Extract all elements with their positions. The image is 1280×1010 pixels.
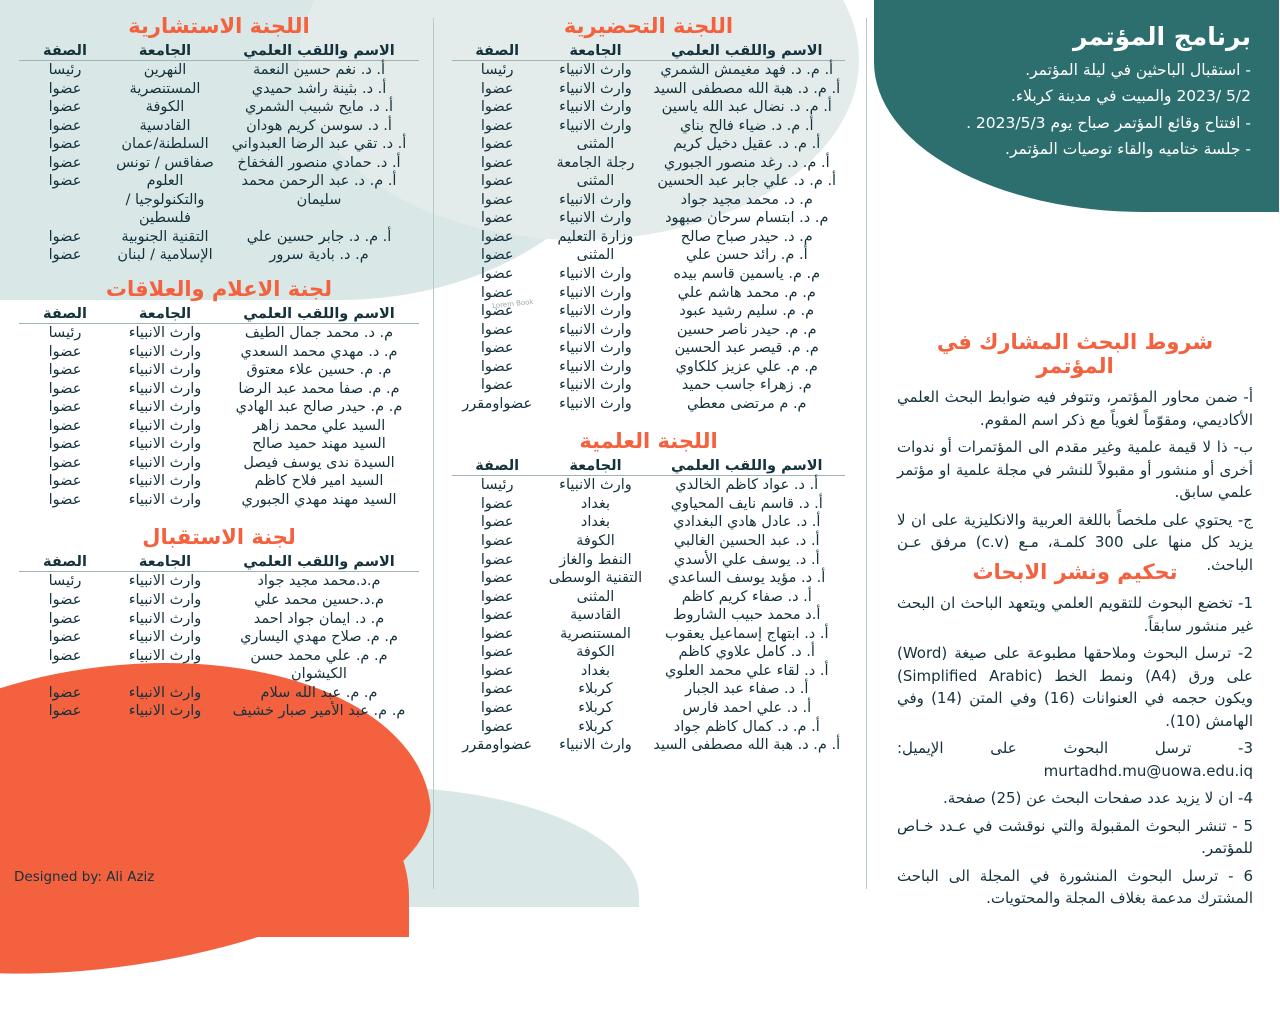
cell-university: وارث الانبياء [129, 343, 203, 360]
table-row [453, 265, 846, 284]
table-row [453, 551, 846, 570]
cell-university: وارث الانبياء [129, 684, 203, 701]
publishing-item-4: 5 - تنشر البحوث المقبولة والتي نوقشت في عـدد خـاص للمؤتمر. [898, 816, 1254, 857]
publishing-item-3: 4- ان لا يزيد عدد صفحات البحث عن (25) صفحة. [944, 789, 1254, 807]
table-header-row [453, 42, 846, 61]
table-row [453, 395, 846, 414]
table-row [453, 135, 846, 154]
table-row [453, 339, 846, 358]
table-row [453, 495, 846, 514]
cell-name: م. م. قيصر عبد الحسين [675, 340, 820, 357]
header-name: الاسم واللقب العلمي [220, 553, 420, 572]
cell-role: عضوا [49, 684, 83, 701]
cell-role: عضوا [49, 610, 83, 627]
table-header-row [453, 457, 846, 476]
table-row [453, 606, 846, 625]
cell-role: عضوا [49, 629, 83, 646]
cell-role: عضوا [49, 136, 83, 153]
cell-name: م. د. ايمان جواد احمد [254, 610, 386, 627]
cell-role: رئيسا [49, 573, 83, 590]
program-line-2: - افتتاح وقائع المؤتمر صباح يوم 2023/5/3 . [967, 113, 1252, 132]
table-row [453, 736, 846, 755]
cell-university: العلوم والتكنولوجيا / فلسطين [126, 173, 206, 227]
cell-name: م. م. عبد الله سلام [261, 684, 379, 701]
cell-name: م. د. محمد جمال الطيف [245, 325, 395, 342]
header-role: الصفة [453, 457, 543, 476]
cell-name: م. م. علي عزيز كلكاوي [676, 358, 819, 375]
table-row [20, 647, 420, 684]
cell-name: أ. د. صفاء كريم كاظم [682, 588, 813, 605]
table-row [453, 80, 846, 99]
table-row [453, 625, 846, 644]
cell-role: عضوا [49, 362, 83, 379]
publishing-item-1: 2- ترسل البحوث وملاحقها مطبوعة على صيغة (Word) على ورق (A4) ونمط الخط (Simplified Arabic) ويكون حجمه في العنوانات (16) وفي المتن (14) وفي الهامش (10). [898, 644, 1254, 730]
cell-university: وارث الانبياء [129, 325, 203, 342]
publishing-block [898, 560, 1254, 915]
cell-role: عضوا [481, 644, 515, 661]
table-row [453, 154, 846, 173]
middle-column [453, 14, 846, 755]
cell-university: كربلاء [579, 681, 614, 698]
conditions-block [898, 330, 1254, 581]
cell-name: أ. م. د. فهد مغيمش الشمري [661, 62, 835, 78]
cell-university: وارث الانبياء [129, 610, 203, 627]
cell-name: م.د.حسين محمد علي [255, 592, 385, 609]
cell-university: المستنصرية [130, 80, 202, 97]
table-row [20, 380, 420, 399]
cell-role: عضوا [481, 718, 515, 735]
cell-role: عضوا [481, 80, 515, 97]
cell-name: أ. د. ابتهاج إسماعيل يعقوب [665, 625, 830, 642]
cell-university: الكوفة [146, 99, 186, 116]
cell-name: السيد امير فلاح كاظم [255, 473, 385, 490]
cell-university: وارث الانبياء [129, 380, 203, 397]
cell-university: وارث الانبياء [560, 62, 633, 78]
header-university: الجامعة [112, 42, 220, 61]
cell-university: المستنصرية [560, 625, 632, 642]
cell-role: عضوا [481, 284, 515, 301]
media-committee-title: لجنة الاعلام والعلاقات [106, 277, 334, 302]
left-column [20, 14, 420, 721]
publishing-item-5: 6 - ترسل البحوث المنشورة في المجلة الى الباحث المشترك مدعمة بغلاف المجلة والمحتويات. [898, 866, 1254, 907]
cell-university: وارث الانبياء [560, 99, 633, 116]
cell-name: أ. م. د. رغد منصور الجبوري [664, 154, 831, 171]
publishing-item-2: 3- ترسل البحوث على الإيميل: murtadhd.mu@uowa.edu.iq [898, 739, 1254, 780]
cell-role: عضوا [481, 699, 515, 716]
cell-role: عضوا [481, 99, 515, 116]
table-row [20, 702, 420, 721]
cell-role: عضوا [49, 99, 83, 116]
cell-name: أ. د. مايح شبيب الشمري [246, 99, 394, 116]
table-row [20, 591, 420, 610]
table-row [453, 532, 846, 551]
cell-role: عضوا [481, 247, 515, 264]
scientific-committee-title: اللجنة العلمية [580, 429, 719, 454]
table-row [20, 324, 420, 343]
table-row [453, 191, 846, 210]
cell-role: عضوا [49, 399, 83, 416]
cell-role: عضوا [49, 80, 83, 97]
table-row [20, 628, 420, 647]
cell-role: عضوا [481, 607, 515, 624]
table-row [453, 358, 846, 377]
cell-university: النفط والغاز [560, 551, 633, 568]
cell-role: عضوا [49, 380, 83, 397]
cell-role: عضوا [49, 454, 83, 471]
table-row [453, 643, 846, 662]
cell-role: عضوا [481, 154, 515, 171]
header-role: الصفة [20, 305, 112, 324]
cell-university: وارث الانبياء [129, 592, 203, 609]
cell-name: م. م. حيدر ناصر حسين [677, 321, 818, 338]
cell-role: عضوا [49, 343, 83, 360]
cell-university: وارث الانبياء [129, 436, 203, 453]
cell-university: وارث الانبياء [129, 491, 203, 508]
publishing-item-0: 1- تخضع البحوث للتقويم العلمي ويتعهد الباحث ان البحث غير منشور سابقاً. [898, 594, 1254, 635]
table-row [20, 172, 420, 228]
cell-name: م. م. ياسمين قاسم بيده [674, 266, 822, 283]
cell-role: عضوا [481, 266, 515, 283]
cell-university: صفاقس / تونس [117, 154, 215, 171]
cell-role: عضوا [481, 533, 515, 550]
cell-university: وارث الانبياء [560, 395, 633, 412]
cell-name: م. د. حيدر صباح صالح [681, 228, 814, 245]
cell-role: عضوا [49, 436, 83, 453]
cell-university: وارث الانبياء [560, 477, 633, 494]
program-block [900, 22, 1252, 165]
cell-name: أ. د. بثينة راشد حميدي [252, 80, 388, 97]
media-committee-table [20, 305, 420, 509]
cell-name: م. م. صلاح مهدي اليساري [241, 629, 399, 646]
cell-role: عضوا [481, 173, 515, 190]
cell-name: أ. م. رائد حسن علي [686, 247, 809, 264]
cell-university: وارث الانبياء [560, 266, 633, 283]
cell-name: أ. م. د. ضياء فالح بناي [680, 117, 815, 134]
cell-role: عضوا [481, 191, 515, 208]
table-row [20, 684, 420, 703]
advisory-committee-table [20, 42, 420, 265]
cell-role: عضوا [481, 625, 515, 642]
table-row [453, 569, 846, 588]
table-row [20, 98, 420, 117]
cell-role: عضوا [481, 551, 515, 568]
cell-university: وارث الانبياء [129, 399, 203, 416]
table-row [20, 610, 420, 629]
header-name: الاسم واللقب العلمي [220, 42, 420, 61]
program-line-3: - جلسة ختاميه والقاء توصيات المؤتمر. [1006, 140, 1252, 159]
table-row [20, 454, 420, 473]
table-row [20, 472, 420, 491]
conditions-item-2: ج- يحتوي على ملخصاً باللغة العربية والانكليزية على ان لا يزيد كل منها على 300 كلمـة، مـع (c.v) مرفق عـن الباحث. [898, 510, 1254, 574]
cell-role: عضوا [49, 228, 83, 245]
cell-university: المثنى [577, 247, 616, 264]
cell-role: عضوا [49, 592, 83, 609]
cell-name: السيد علي محمد زاهر [253, 417, 387, 434]
cell-university: المثنى [577, 173, 616, 190]
cell-role: عضوا [481, 681, 515, 698]
header-role: الصفة [20, 553, 112, 572]
scientific-committee-table [453, 457, 846, 754]
cell-name: م. م. صفا محمد عبد الرضا [239, 380, 401, 397]
cell-university: المثنى [577, 588, 616, 605]
advisory-committee-title: اللجنة الاستشارية [129, 14, 311, 38]
program-title: برنامج المؤتمر [1073, 22, 1252, 51]
cell-name: السيد مهند حميد صالح [253, 436, 387, 453]
cell-university: وارث الانبياء [129, 417, 203, 434]
cell-name: م. م. علي محمد حسن الكيشوان [251, 647, 389, 683]
cell-university: وارث الانبياء [560, 303, 633, 320]
cell-name: أ. د. تقي عبد الرضا العبدواني [232, 136, 408, 153]
publishing-title: تحكيم ونشر الابحاث [973, 560, 1179, 584]
cell-name: أ. د. مؤيد يوسف الساعدي [669, 570, 827, 587]
preparatory-committee-title: اللجنة التحضيرية [564, 14, 735, 38]
designer-credit: Designed by: Ali Aziz [15, 869, 156, 885]
cell-role: عضوا [481, 340, 515, 357]
cell-university: الإسلامية / لبنان [118, 247, 214, 264]
cell-name: م. د. مهدي محمد السعدي [241, 343, 399, 360]
cell-role: عضوا [481, 495, 515, 512]
table-row [20, 343, 420, 362]
cell-name: م. م. محمد هاشم علي [678, 284, 817, 301]
cell-role: عضوا [49, 473, 83, 490]
cell-role: عضواومقرر [463, 395, 534, 412]
cell-role: عضوا [481, 570, 515, 587]
cell-name: أ. د. لقاء علي محمد العلوي [666, 662, 830, 679]
cell-role: عضوا [481, 588, 515, 605]
cell-university: وارث الانبياء [560, 737, 633, 754]
cell-university: رجلة الجامعة [557, 154, 636, 171]
cell-name: م. م. حسين علاء معتوق [247, 362, 393, 379]
cell-role: عضوا [481, 228, 515, 245]
table-row [20, 80, 420, 99]
cell-name: أ. د. حمادي منصور الفخفاخ [238, 154, 402, 171]
cell-university: وارث الانبياء [560, 210, 633, 227]
header-university: الجامعة [112, 553, 220, 572]
cell-name: أ. د. صفاء عبد الجبار [686, 681, 810, 698]
table-row [453, 98, 846, 117]
table-row [20, 228, 420, 247]
cell-name: أ. د. عبد الحسين الغالبي [674, 533, 821, 550]
cell-name: أ. م. د. هبة الله مصطفى السيد [654, 80, 842, 97]
header-role: الصفة [20, 42, 112, 61]
cell-university: وارث الانبياء [560, 284, 633, 301]
cell-name: م. د. ابتسام سرحان صبهود [666, 210, 830, 227]
cell-name: أ. م. د. عبد الرحمن محمد سليمان [242, 173, 398, 208]
cell-university: النهرين [144, 62, 188, 78]
table-row [453, 699, 846, 718]
cell-university: وارث الانبياء [560, 80, 633, 97]
cell-name: م. م. عبد الأمير صبار خشيف [233, 703, 407, 720]
preparatory-committee-table [453, 42, 846, 413]
cell-role: عضوا [49, 247, 83, 264]
cell-university: وارث الانبياء [129, 647, 203, 664]
table-row [20, 435, 420, 454]
cell-role: عضوا [481, 117, 515, 134]
cell-name: أ. م. د. نضال عبد الله ياسين [662, 99, 833, 116]
cell-role: عضوا [481, 514, 515, 531]
cell-name: أ. د. كامل علاوي كاظم [679, 644, 816, 661]
table-row [20, 117, 420, 136]
cell-role: عضوا [481, 377, 515, 394]
cell-role: عضوا [481, 321, 515, 338]
program-line-1: 5/2 /2023 والمبيت في مدينة كربلاء. [1011, 87, 1252, 106]
cell-role: رئيسا [481, 62, 515, 78]
cell-university: وارث الانبياء [560, 321, 633, 338]
cell-role: رئيسا [49, 62, 83, 78]
cell-university: القادسية [140, 117, 192, 134]
conditions-item-0: أ- ضمن محاور المؤتمر، وتتوفر فيه ضوابط البحث العلمي الأكاديمي، ومقوّماً لغوياً مع ذكر اسم المقوم. [898, 388, 1254, 429]
table-row [453, 117, 846, 136]
cell-role: عضوا [49, 491, 83, 508]
cell-university: السلطنة/عمان [122, 136, 210, 153]
cell-university: الكوفة [577, 644, 616, 661]
cell-name: أ. د. علي احمد فارس [683, 699, 813, 716]
cell-university: بغداد [581, 514, 612, 531]
table-header-row [20, 553, 420, 572]
header-university: الجامعة [543, 457, 649, 476]
cell-role: عضوا [49, 703, 83, 720]
cell-name: أ. د. عادل هادي البغدادي [674, 514, 822, 531]
table-row [453, 718, 846, 737]
conditions-item-1: ب- ذا لا قيمة علمية وغير مقدم الى المؤتمرات أو ندوات أخرى أو منشور أو مقبولاً للنشر في مجلة علمية او مؤتمر علمي سابق. [898, 438, 1254, 501]
cell-name: م. د. بادية سرور [270, 247, 370, 264]
cell-university: كربلاء [579, 699, 614, 716]
table-row [453, 172, 846, 191]
cell-role: عضوا [481, 662, 515, 679]
cell-name: أ. د. قاسم نايف المحياوي [671, 495, 824, 512]
table-row [453, 61, 846, 80]
table-header-row [20, 305, 420, 324]
table-row [20, 61, 420, 80]
cell-name: م. م. حيدر صالح عبد الهادي [236, 399, 404, 416]
program-line-0: - استقبال الباحثين في ليلة المؤتمر. [1026, 61, 1252, 79]
reception-committee-title: لجنة الاستقبال [143, 525, 297, 550]
table-row [453, 209, 846, 228]
cell-role: عضواومقرر [463, 737, 534, 754]
cell-role: عضوا [49, 117, 83, 134]
cell-university: وارث الانبياء [129, 573, 203, 590]
cell-name: أ. م. د. علي جابر عبد الحسين [658, 173, 838, 190]
cell-role: عضوا [481, 303, 515, 320]
cell-role: رئيسا [49, 325, 83, 342]
table-row [453, 228, 846, 247]
table-row [453, 476, 846, 495]
cell-university: كربلاء [579, 718, 614, 735]
table-row [453, 513, 846, 532]
cell-university: التقنية الوسطى [549, 570, 644, 587]
cell-name: أ. د. سوسن كريم هودان [247, 117, 393, 134]
reception-committee-table [20, 553, 420, 720]
cell-name: أ. م. د. كمال كاظم جواد [674, 718, 821, 735]
cell-name: أ. د. عواد كاظم الخالدي [676, 477, 820, 494]
cell-university: الكوفة [577, 533, 616, 550]
cell-name: أ. م. د. هبة الله مصطفى السيد [654, 737, 842, 754]
cell-role: عضوا [49, 173, 83, 190]
cell-university: القادسية [570, 607, 622, 624]
cell-role: عضوا [481, 136, 515, 153]
cell-university: وارث الانبياء [560, 358, 633, 375]
table-row [20, 417, 420, 436]
header-name: الاسم واللقب العلمي [650, 457, 847, 476]
cell-name: أ.د محمد حبيب الشاروط [674, 607, 822, 624]
cell-university: وارث الانبياء [129, 454, 203, 471]
cell-university: وارث الانبياء [560, 117, 633, 134]
cell-name: م. م مرتضى معطي [687, 395, 808, 412]
conditions-title: شروط البحث المشارك في المؤتمر [937, 330, 1215, 378]
cell-university: وزارة التعليم [558, 228, 635, 245]
table-row [20, 572, 420, 591]
cell-role: عضوا [481, 210, 515, 227]
cell-name: م.د.محمد مجيد جواد [258, 573, 382, 590]
cell-name: السيد مهند مهدي الجبوري [242, 491, 398, 508]
header-name: الاسم واللقب العلمي [220, 305, 420, 324]
cell-university: وارث الانبياء [129, 629, 203, 646]
cell-name: أ. د. نغم حسين النعمة [253, 62, 387, 78]
header-university: الجامعة [543, 42, 649, 61]
table-row [453, 662, 846, 681]
table-row [20, 491, 420, 510]
cell-name: م. د. محمد مجيد جواد [681, 191, 814, 208]
cell-name: أ. د. يوسف علي الأسدي [674, 551, 821, 568]
cell-name: م. م. سليم رشيد عبود [680, 303, 816, 320]
cell-name: أ. م. د. جابر حسين علي [247, 228, 393, 245]
cell-university: بغداد [581, 662, 612, 679]
table-row [453, 246, 846, 265]
cell-name: أ. م. د. عقيل دخيل كريم [674, 136, 822, 153]
table-header-row [20, 42, 420, 61]
cell-university: وارث الانبياء [560, 340, 633, 357]
cell-role: عضوا [481, 358, 515, 375]
cell-university: وارث الانبياء [560, 377, 633, 394]
table-row [20, 154, 420, 173]
cell-university: المثنى [577, 136, 616, 153]
table-row [453, 376, 846, 395]
table-row [20, 398, 420, 417]
header-role: الصفة [453, 42, 543, 61]
cell-university: التقنية الجنوبية [122, 228, 210, 245]
cell-university: وارث الانبياء [560, 191, 633, 208]
cell-university: وارث الانبياء [129, 473, 203, 490]
header-university: الجامعة [112, 305, 220, 324]
cell-name: السيدة ندى يوسف فيصل [244, 454, 396, 471]
cell-university: وارث الانبياء [129, 703, 203, 720]
table-row [453, 680, 846, 699]
watermark-text: Lorem Book [493, 297, 536, 311]
table-row [20, 246, 420, 265]
table-row [20, 361, 420, 380]
cell-name: م. زهراء جاسب حميد [682, 377, 813, 394]
table-row [453, 588, 846, 607]
cell-university: وارث الانبياء [129, 362, 203, 379]
cell-role: عضوا [49, 417, 83, 434]
cell-role: عضوا [49, 154, 83, 171]
table-row [20, 135, 420, 154]
cell-role: عضوا [49, 647, 83, 664]
table-row [453, 321, 846, 340]
header-name: الاسم واللقب العلمي [650, 42, 847, 61]
cell-role: رئيسا [481, 477, 515, 494]
cell-university: بغداد [581, 495, 612, 512]
